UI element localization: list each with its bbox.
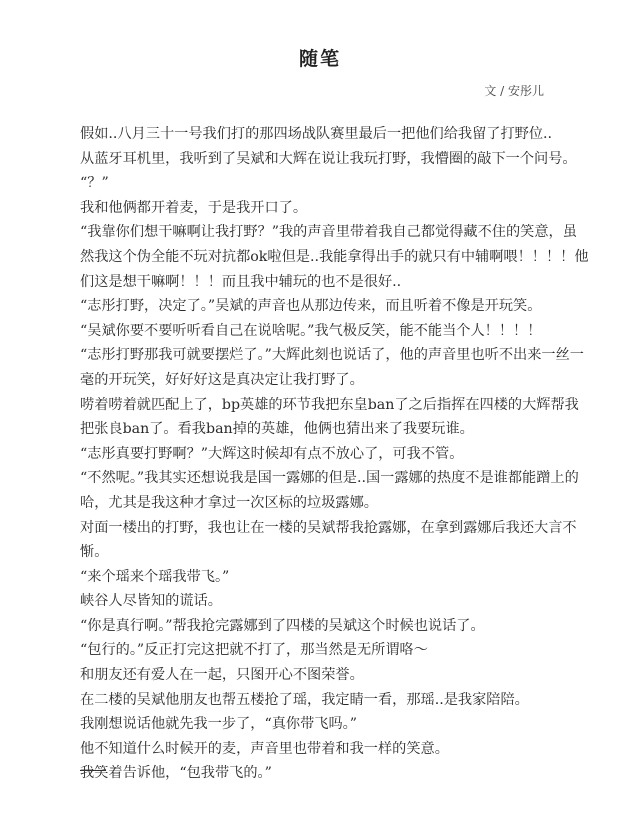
paragraph: “我靠你们想干嘛啊让我打野？”我的声音里带着我自己都觉得藏不住的笑意，虽然我这个伪全能不玩对抗都ok啦但是..我能拿得出手的就只有中辅啊喂！！！！他们这是想干嘛啊！！！而且我中辅玩的也不是很好.. [80, 224, 589, 290]
paragraph: “包行的。”反正打完这把就不打了，那当然是无所谓咯～ [80, 642, 428, 659]
end-divider [80, 770, 106, 771]
paragraph: 和朋友还有爱人在一起，只图开心不图荣誉。 [80, 667, 364, 684]
author-line: 文 / 安彤儿 [484, 84, 544, 98]
paragraph: “吴斌你要不要听听看自己在说啥呢。”我气极反笑，能不能当个人！！！！ [80, 322, 542, 339]
paragraph: “？” [80, 175, 109, 192]
paragraph: “你是真行啊。”帮我抢完露娜到了四楼的吴斌这个时候也说话了。 [80, 617, 485, 634]
paragraph: “志彤打野那我可就要摆烂了。”大辉此刻也说话了，他的声音里也听不出来一丝一毫的开玩笑，好好好这是真决定让我打野了。 [80, 347, 584, 388]
paragraph: 他不知道什么时候开的麦，声音里也带着和我一样的笑意。 [80, 740, 449, 757]
paragraph: 唠着唠着就匹配上了，bp英雄的环节我把东皇ban了之后指挥在四楼的大辉帮我把张良ban了。看我ban掉的英雄，他俩也猜出来了我要玩谁。 [80, 396, 579, 438]
paragraph: “来个瑶来个瑶我带飞。” [80, 568, 230, 585]
paragraph: 从蓝牙耳机里，我听到了吴斌和大辉在说让我玩打野，我懵圈的敲下一个问号。 [80, 150, 577, 167]
paragraph: 在二楼的吴斌他朋友也帮五楼抢了瑶，我定睛一看，那瑶..是我家陪陪。 [80, 691, 529, 708]
paragraph: 对面一楼出的打野，我也让在一楼的吴斌帮我抢露娜，在拿到露娜后我还大言不惭。 [80, 519, 577, 561]
page-title: 随笔 [298, 48, 341, 70]
paragraph: 我刚想说话他就先我一步了，“真你带飞吗。” [80, 716, 357, 733]
paragraph: 我笑着告诉他，“包我带飞的。” [80, 765, 272, 782]
paragraph: 峡谷人尽皆知的谎话。 [80, 593, 222, 610]
paragraph: 假如..八月三十一号我们打的那四场战队赛里最后一把他们给我留了打野位.. [80, 126, 553, 142]
paragraph: 我和他俩都开着麦，于是我开口了。 [80, 199, 308, 216]
paragraph: “志彤真要打野啊？”大辉这时候却有点不放心了，可我不管。 [80, 445, 464, 462]
essay-body [80, 122, 590, 786]
paragraph: “志彤打野，决定了。”吴斌的声音也从那边传来，而且听着不像是开玩笑。 [80, 298, 542, 315]
paragraph: “不然呢。”我其实还想说我是国一露娜的但是..国一露娜的热度不是谁都能蹭上的哈，尤其是我这种才拿过一次区标的垃圾露娜。 [80, 470, 579, 511]
